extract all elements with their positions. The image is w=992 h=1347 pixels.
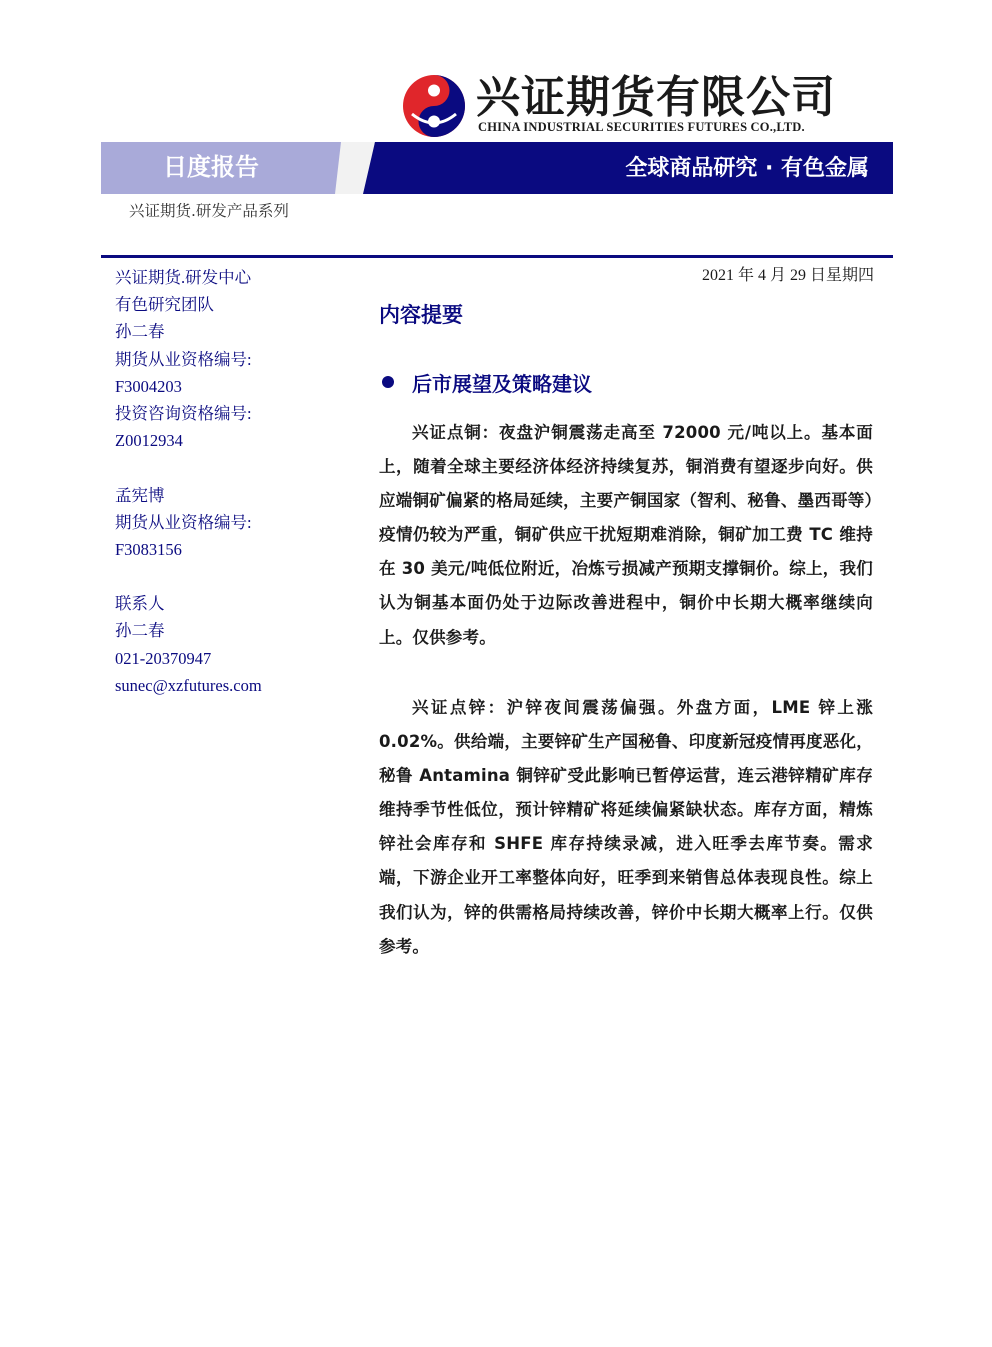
- report-banner: [101, 142, 893, 194]
- author-sidebar: [115, 264, 355, 699]
- summary-heading: 内容提要: [379, 303, 463, 327]
- banner-left-panel: [101, 142, 341, 194]
- spacer: [115, 454, 355, 481]
- contact-label: 联系人: [115, 594, 165, 614]
- banner-right-panel: [363, 142, 893, 194]
- analyst-name: 孙二春: [115, 322, 165, 342]
- contact-phone: 021-20370947: [115, 648, 212, 668]
- swirl-logo-icon: [402, 74, 466, 138]
- spacer: [115, 563, 355, 590]
- futures-license-label: 期货从业资格编号:: [115, 349, 252, 369]
- zinc-commentary: 兴证点锌：沪锌夜间震荡偏强。外盘方面，LME 锌上涨 0.02%。供给端，主要锌矿生产国秘鲁、印度新冠疫情再度恶化，秘鲁 Antamina 铜锌矿受此影响已暂停运营，连云港锌精矿库存维持季节性低位，预计锌精矿将延续偏紧缺状态。库存方面，精炼锌社会库存和 SHFE 库存持续录减，进入旺季去库节奏。需求端，下游企业开工率整体向好，旺季到来销售总体表现良性。综上我们认为，锌的供需格局持续改善，锌价中长期大概率上行。仅供参考。: [379, 698, 873, 956]
- analyst-name: 孟宪博: [115, 485, 165, 505]
- company-name-cn: 兴证期货有限公司: [476, 72, 836, 123]
- report-date: 2021 年 4 月 29 日星期四: [701, 267, 874, 284]
- copper-commentary: 兴证点铜：夜盘沪铜震荡走高至 72000 元/吨以上。基本面上，随着全球主要经济体经济持续复苏，铜消费有望逐步向好。供应端铜矿偏紧的格局延续，主要产铜国家（智利、秘鲁、墨西哥等）疫情仍较为严重，铜矿供应干扰短期难消除，铜矿加工费 TC 维持在 30 美元/吨低位附近，冶炼亏损减产预期支撑铜价。综上，我们认为铜基本面仍处于边际改善进程中，铜价中长期大概率继续向上。仅供参考。: [379, 423, 873, 647]
- futures-license-label: 期货从业资格编号:: [115, 512, 252, 532]
- section-heading: 后市展望及策略建议: [412, 372, 592, 396]
- company-name-en: CHINA INDUSTRIAL SECURITIES FUTURES CO.,LTD.: [478, 120, 805, 134]
- advisory-license-id: Z0012934: [115, 431, 183, 451]
- header-divider: [101, 255, 893, 258]
- futures-license-id: F3083156: [115, 539, 182, 559]
- bullet-icon: [382, 376, 394, 388]
- report-title: 全球商品研究 · 有色金属: [625, 156, 869, 181]
- contact-name: 孙二春: [115, 621, 165, 641]
- product-series-label: 兴证期货.研发产品系列: [129, 202, 289, 220]
- report-type: 日度报告: [163, 153, 259, 181]
- contact-email[interactable]: sunec@xzfutures.com: [115, 675, 262, 695]
- research-center: 兴证期货.研发中心: [115, 268, 252, 287]
- advisory-license-label: 投资咨询资格编号:: [115, 403, 252, 423]
- research-team: 有色研究团队: [115, 295, 214, 315]
- futures-license-id: F3004203: [115, 376, 182, 396]
